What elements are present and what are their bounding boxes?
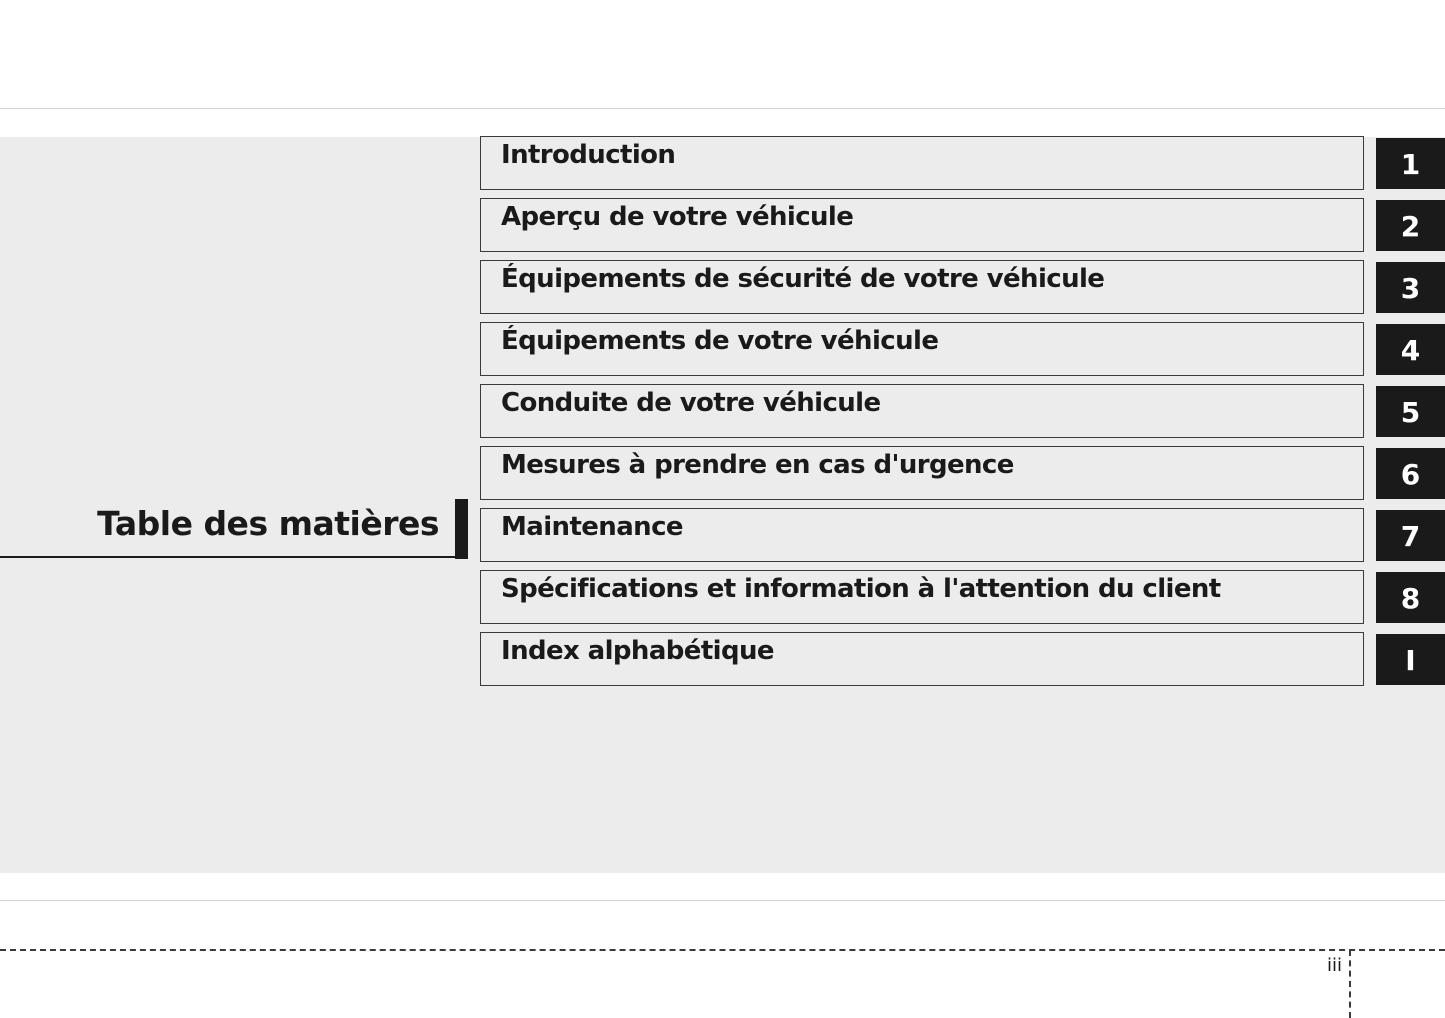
cut-line-vertical bbox=[1349, 950, 1351, 1018]
toc-item-equipements[interactable] bbox=[480, 322, 1445, 376]
chapter-tab[interactable]: 5 bbox=[1376, 386, 1445, 437]
top-rule bbox=[0, 108, 1445, 109]
page-number: iii bbox=[1326, 955, 1342, 976]
toc-item-apercu[interactable] bbox=[480, 198, 1445, 252]
chapter-tab[interactable]: 2 bbox=[1376, 200, 1445, 251]
cut-line-horizontal bbox=[0, 949, 1445, 951]
toc-item-label: Index alphabétique bbox=[501, 636, 774, 666]
toc-item-label: Équipements de sécurité de votre véhicule bbox=[501, 264, 1105, 294]
toc-item-conduite[interactable] bbox=[480, 384, 1445, 438]
toc-item-label: Spécifications et information à l'attention du client bbox=[501, 574, 1221, 604]
chapter-tab[interactable]: 3 bbox=[1376, 262, 1445, 313]
chapter-tab[interactable]: 4 bbox=[1376, 324, 1445, 375]
toc-item-specifications[interactable] bbox=[480, 570, 1445, 624]
toc-item-label: Conduite de votre véhicule bbox=[501, 388, 881, 418]
toc-item-maintenance[interactable] bbox=[480, 508, 1445, 562]
toc-item-index[interactable] bbox=[480, 632, 1445, 686]
toc-item-label: Mesures à prendre en cas d'urgence bbox=[501, 450, 1014, 480]
title-underline bbox=[0, 556, 467, 558]
toc-item-label: Maintenance bbox=[501, 512, 683, 542]
toc-item-label: Introduction bbox=[501, 140, 676, 170]
toc-item-label: Équipements de votre véhicule bbox=[501, 326, 939, 356]
chapter-tab[interactable]: 6 bbox=[1376, 448, 1445, 499]
toc-item-securite[interactable] bbox=[480, 260, 1445, 314]
chapter-tab[interactable]: 1 bbox=[1376, 138, 1445, 189]
chapter-tab[interactable]: 8 bbox=[1376, 572, 1445, 623]
toc-item-urgence[interactable] bbox=[480, 446, 1445, 500]
toc-item-introduction[interactable] bbox=[480, 136, 1445, 190]
title-marker-bar bbox=[455, 499, 468, 559]
toc-list bbox=[480, 136, 1445, 694]
toc-item-label: Aperçu de votre véhicule bbox=[501, 202, 854, 232]
chapter-tab[interactable]: I bbox=[1376, 634, 1445, 685]
chapter-tab[interactable]: 7 bbox=[1376, 510, 1445, 561]
bottom-rule bbox=[0, 900, 1445, 901]
page-title: Table des matières bbox=[97, 504, 439, 543]
